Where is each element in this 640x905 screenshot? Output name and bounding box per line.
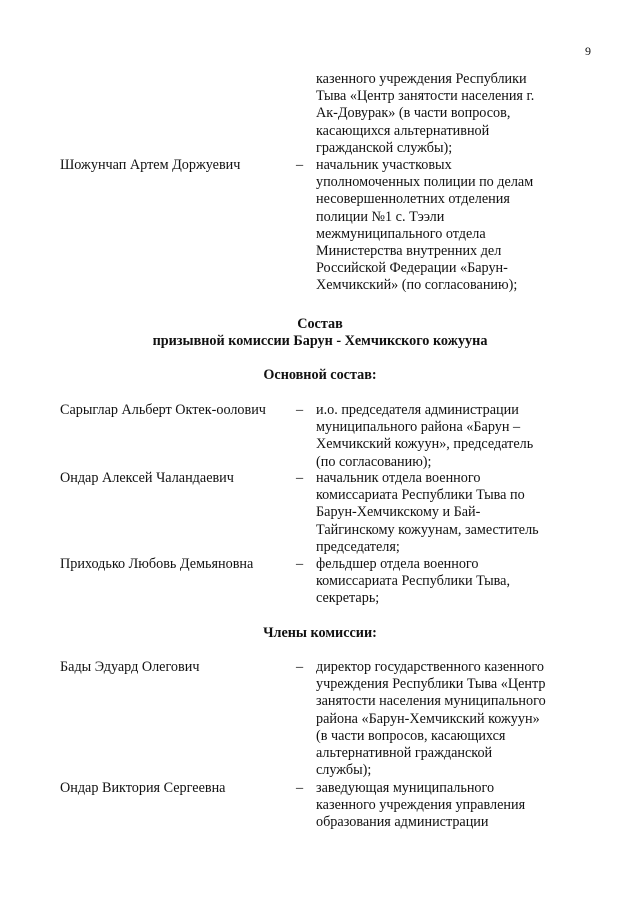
person-name: Ондар Алексей Чаландаевич bbox=[60, 470, 234, 486]
desc-line: Ак-Довурак» (в части вопросов, bbox=[316, 105, 511, 122]
person-name: Шожунчап Артем Доржуевич bbox=[60, 157, 241, 173]
person-position bbox=[316, 402, 568, 471]
desc-line: гражданской службы); bbox=[316, 139, 453, 156]
composition-title: Состав bbox=[297, 316, 343, 332]
composition-subtitle: призывной комиссии Барун - Хемчикского кожууна bbox=[152, 333, 488, 349]
desc-line: Тайгинскому кожуунам, заместитель bbox=[316, 521, 539, 538]
desc-line: фельдшер отдела военного bbox=[316, 556, 479, 572]
desc-line: комиссариата Республики Тыва по bbox=[316, 487, 525, 504]
desc-line: касающихся альтернативной bbox=[316, 122, 490, 139]
desc-line: и.о. председателя администрации bbox=[316, 402, 519, 418]
person-position bbox=[316, 556, 568, 608]
desc-line: Министерства внутренних дел bbox=[316, 243, 502, 260]
dash: – bbox=[296, 659, 304, 675]
desc-line: Хемчикский кожуун», председатель bbox=[316, 436, 534, 453]
desc-line: Тыва «Центр занятости населения г. bbox=[316, 88, 535, 105]
desc-line: межмуниципального отдела bbox=[316, 225, 486, 242]
desc-line: Российской Федерации «Барун- bbox=[316, 260, 508, 277]
desc-line: муниципального района «Барун – bbox=[316, 419, 521, 436]
dash: – bbox=[296, 556, 304, 572]
person-name: Ондар Виктория Сергеевна bbox=[60, 780, 226, 796]
desc-line: Хемчикский» (по согласованию); bbox=[316, 277, 518, 294]
desc-line: образования администрации bbox=[316, 814, 489, 831]
main-composition-heading: Основной состав: bbox=[263, 367, 377, 383]
continuation-text bbox=[316, 71, 568, 157]
desc-line: заведующая муниципального bbox=[316, 780, 495, 796]
desc-line: занятости населения муниципального bbox=[316, 693, 546, 710]
desc-line: секретарь; bbox=[316, 590, 380, 607]
person-name: Сарыглар Альберт Октек-оолович bbox=[60, 402, 266, 418]
desc-line: службы); bbox=[316, 762, 372, 779]
desc-line: альтернативной гражданской bbox=[316, 745, 493, 762]
dash: – bbox=[296, 470, 304, 486]
person-name: Приходько Любовь Демьяновна bbox=[60, 556, 254, 572]
person-position bbox=[316, 780, 568, 832]
desc-line: начальник отдела военного bbox=[316, 470, 481, 486]
desc-line: комиссариата Республики Тыва, bbox=[316, 573, 511, 590]
dash: – bbox=[296, 780, 304, 796]
person-position bbox=[316, 470, 568, 556]
page-number: 9 bbox=[585, 44, 591, 58]
desc-line: председателя; bbox=[316, 538, 400, 555]
person-position bbox=[316, 659, 568, 779]
committee-members-heading: Члены комиссии: bbox=[263, 625, 377, 641]
desc-line: полиции №1 с. Тээли bbox=[316, 208, 445, 225]
desc-line: директор государственного казенного bbox=[316, 659, 544, 675]
person-position bbox=[316, 157, 568, 295]
desc-line: уполномоченных полиции по делам bbox=[316, 174, 534, 191]
desc-line: казенного учреждения Республики bbox=[316, 71, 527, 87]
desc-line: района «Барун-Хемчикский кожуун» bbox=[316, 710, 540, 727]
desc-line: (в части вопросов, касающихся bbox=[316, 727, 506, 744]
desc-line: Барун-Хемчикскому и Бай- bbox=[316, 504, 481, 521]
desc-line: учреждения Республики Тыва «Центр bbox=[316, 676, 546, 693]
desc-line: начальник участковых bbox=[316, 157, 452, 173]
dash: – bbox=[296, 402, 304, 418]
dash: – bbox=[296, 157, 304, 173]
desc-line: казенного учреждения управления bbox=[316, 797, 526, 814]
desc-line: несовершеннолетних отделения bbox=[316, 191, 510, 208]
desc-line: (по согласованию); bbox=[316, 453, 432, 470]
person-name: Бады Эдуард Олегович bbox=[60, 659, 200, 675]
